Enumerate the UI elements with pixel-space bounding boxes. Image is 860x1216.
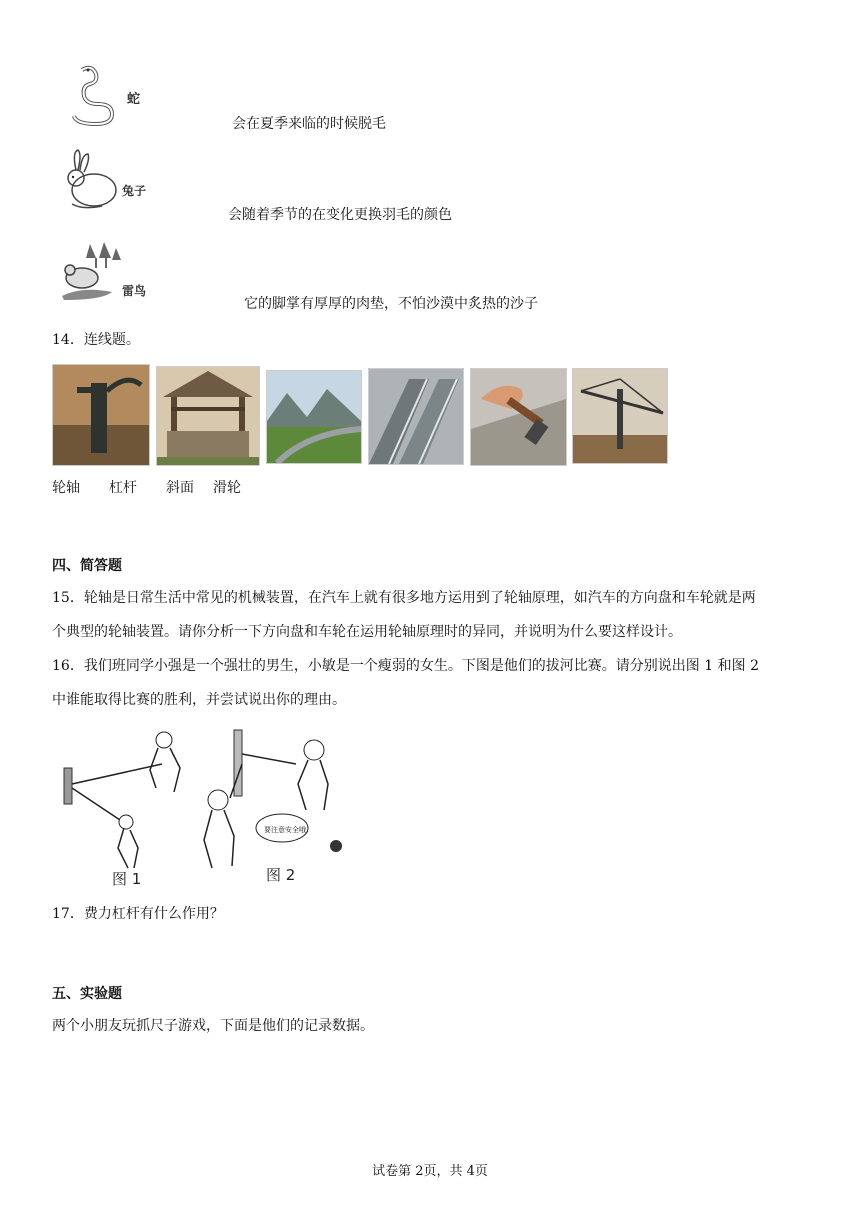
section-4-heading: 四、简答题 (52, 558, 122, 574)
statement-1: 会在夏季来临的时候脱毛 (232, 116, 386, 132)
speech-bubble-text: 要注意安全哦！ (264, 826, 313, 834)
rabbit-label: 兔子 (122, 184, 147, 198)
statement-3: 它的脚掌有厚厚的肉垫，不怕沙漠中炙热的沙子 (244, 296, 538, 312)
question-16-line-2: 中谁能取得比赛的胜利，并尝试说出你的理由。 (52, 692, 346, 708)
rabbit-image (58, 148, 148, 214)
label-wheel-axle: 轮轴 (52, 480, 80, 496)
figure-1-label: 图 1 (112, 870, 142, 888)
water-pump-photo (52, 364, 150, 466)
tug-of-war-figure (52, 724, 352, 890)
question-15-line-1: 15．轮轴是日常生活中常见的机械装置，在汽车上就有很多地方运用到了轮轴原理，如汽车的方向盘和车轮就是两 (52, 590, 756, 606)
ptarmigan-image (60, 240, 155, 308)
label-pulley: 滑轮 (213, 480, 241, 496)
question-14: 14．连线题。 (52, 332, 140, 348)
snake-label: 蛇 (127, 92, 141, 107)
statement-2: 会随着季节的在变化更换羽毛的颜色 (228, 207, 452, 223)
snake-image (52, 62, 147, 130)
mountain-road-photo (266, 370, 362, 464)
question-17: 17．费力杠杆有什么作用？ (52, 906, 224, 922)
hammer-photo (470, 368, 567, 466)
ptarmigan-label: 雷鸟 (122, 284, 147, 298)
section-5-heading: 五、实验题 (52, 986, 122, 1002)
label-lever: 杠杆 (109, 480, 137, 496)
question-16-line-1: 16．我们班同学小强是一个强壮的男生，小敏是一个瘦弱的女生。下图是他们的拔河比赛。请分别说出图 1 和图 2 (52, 658, 759, 674)
well-windlass-photo (156, 366, 260, 466)
label-inclined-plane: 斜面 (166, 480, 194, 496)
section-5-intro: 两个小朋友玩抓尺子游戏，下面是他们的记录数据。 (52, 1018, 374, 1034)
page-footer: 试卷第 2页，共 4页 (372, 1164, 488, 1179)
escalator-photo (368, 368, 464, 465)
question-15-line-2: 个典型的轮轴装置。请你分析一下方向盘和车轮在运用轮轴原理时的异同，并说明为什么要这样设计。 (52, 624, 682, 640)
tower-crane-photo (572, 368, 668, 464)
figure-2-label: 图 2 (266, 866, 296, 884)
